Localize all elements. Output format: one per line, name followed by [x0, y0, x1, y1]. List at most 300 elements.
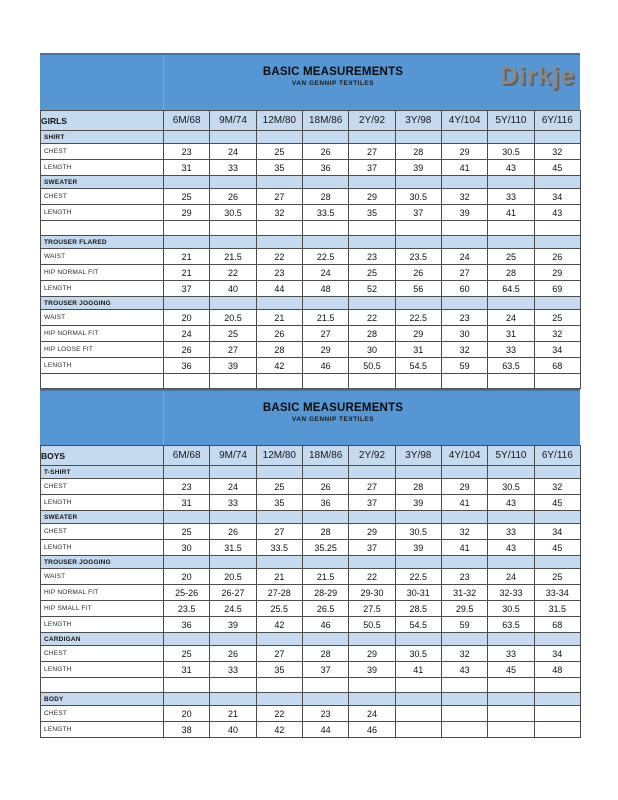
measurement-value: 29	[349, 524, 395, 540]
measurement-value: 38	[164, 722, 210, 738]
measurement-value	[395, 722, 441, 738]
measurement-value: 33	[210, 160, 256, 176]
measurement-value: 27-28	[256, 585, 302, 601]
measurement-value: 32	[534, 326, 580, 342]
measurement-value: 29	[164, 205, 210, 221]
measurement-value: 37	[164, 281, 210, 297]
measurement-value: 33	[210, 495, 256, 511]
size-label: 18M/86	[302, 111, 348, 131]
measurement-value: 23	[441, 310, 487, 326]
spacer-cell	[441, 374, 487, 389]
measurement-value: 23.5	[395, 249, 441, 265]
spacer-cell	[41, 221, 164, 236]
measurement-value: 23.5	[164, 601, 210, 617]
measurement-value: 25	[256, 144, 302, 160]
measurement-value: 30-31	[395, 585, 441, 601]
section-blank-cell	[210, 556, 256, 569]
measurement-value: 30.5	[210, 205, 256, 221]
section-blank-cell	[349, 693, 395, 706]
measurement-value: 27	[256, 189, 302, 205]
size-label: 2Y/92	[349, 446, 395, 466]
measurement-row	[41, 569, 581, 585]
measurement-value: 32	[534, 479, 580, 495]
section-blank-cell	[256, 556, 302, 569]
section-blank-cell	[395, 131, 441, 144]
measurement-row	[41, 617, 581, 633]
measurement-value: 22	[349, 569, 395, 585]
measurement-value: 25	[488, 249, 534, 265]
measurement-label: LENGTH	[41, 495, 164, 511]
section-blank-cell	[488, 236, 534, 249]
section-blank-cell	[441, 176, 487, 189]
measurement-value: 43	[488, 495, 534, 511]
measurement-value: 31-32	[441, 585, 487, 601]
section-blank-cell	[534, 176, 580, 189]
measurement-value: 27	[302, 326, 348, 342]
size-label: 3Y/98	[395, 111, 441, 131]
measurement-value: 43	[488, 540, 534, 556]
measurement-value: 27	[256, 646, 302, 662]
band-title-group	[63, 402, 603, 423]
section-blank-cell	[210, 131, 256, 144]
measurement-label: LENGTH	[41, 662, 164, 678]
measurement-value: 42	[256, 358, 302, 374]
measurement-value: 32	[441, 524, 487, 540]
van-gennip-subtitle: VAN GENNIP TEXTILES	[291, 416, 375, 423]
measurement-value: 59	[441, 617, 487, 633]
measurement-value: 43	[534, 205, 580, 221]
measurement-value: 25.5	[256, 601, 302, 617]
size-label: 6Y/116	[534, 111, 580, 131]
measurement-row	[41, 205, 581, 221]
section-blank-cell	[210, 693, 256, 706]
measurement-label: CHEST	[41, 144, 164, 160]
measurement-value: 63.5	[488, 617, 534, 633]
measurement-value: 22.5	[395, 569, 441, 585]
measurement-value: 44	[256, 281, 302, 297]
spacer-cell	[210, 374, 256, 389]
section-blank-cell	[534, 466, 580, 479]
section-blank-cell	[256, 466, 302, 479]
section-label: SWEATER	[41, 511, 164, 524]
section-row	[41, 236, 581, 249]
measurement-value: 33	[488, 342, 534, 358]
measurement-value: 27	[441, 265, 487, 281]
measurement-row	[41, 646, 581, 662]
measurement-value: 22	[256, 706, 302, 722]
measurement-value: 41	[395, 662, 441, 678]
measurement-row	[41, 189, 581, 205]
section-blank-cell	[534, 236, 580, 249]
section-row	[41, 176, 581, 189]
measurement-row	[41, 495, 581, 511]
measurement-value: 28.5	[395, 601, 441, 617]
boys-block	[40, 389, 580, 738]
section-blank-cell	[534, 131, 580, 144]
measurement-label: HIP SMALL FIT	[41, 601, 164, 617]
section-row	[41, 466, 581, 479]
size-label: 6M/68	[164, 446, 210, 466]
section-blank-cell	[395, 466, 441, 479]
measurement-value: 68	[534, 358, 580, 374]
measurement-row	[41, 326, 581, 342]
measurement-value: 26	[534, 249, 580, 265]
measurement-value: 45	[534, 540, 580, 556]
section-blank-cell	[488, 176, 534, 189]
size-label: 6Y/116	[534, 446, 580, 466]
measurement-value: 25	[256, 479, 302, 495]
section-blank-cell	[441, 633, 487, 646]
measurement-value: 32	[441, 189, 487, 205]
section-blank-cell	[488, 131, 534, 144]
spacer-cell	[441, 678, 487, 693]
measurement-value: 40	[210, 722, 256, 738]
measurement-value: 28	[302, 646, 348, 662]
section-blank-cell	[256, 511, 302, 524]
measurement-value: 34	[534, 342, 580, 358]
measurement-value: 26	[210, 524, 256, 540]
spacer-row	[41, 678, 581, 693]
measurement-value: 23	[302, 706, 348, 722]
spacer-cell	[441, 221, 487, 236]
measurement-value: 46	[302, 358, 348, 374]
measurement-value: 31	[395, 342, 441, 358]
size-label: 5Y/110	[488, 111, 534, 131]
section-blank-cell	[164, 297, 210, 310]
measurement-value: 60	[441, 281, 487, 297]
measurement-value: 20.5	[210, 310, 256, 326]
section-blank-cell	[256, 236, 302, 249]
section-blank-cell	[256, 131, 302, 144]
measurement-value: 22	[349, 310, 395, 326]
measurement-value: 26	[210, 646, 256, 662]
section-blank-cell	[395, 556, 441, 569]
measurement-label: LENGTH	[41, 358, 164, 374]
section-blank-cell	[210, 176, 256, 189]
measurement-value: 24	[164, 326, 210, 342]
measurement-row	[41, 310, 581, 326]
measurement-row	[41, 281, 581, 297]
section-blank-cell	[395, 236, 441, 249]
section-blank-cell	[164, 176, 210, 189]
measurement-value: 29-30	[349, 585, 395, 601]
measurement-value: 28	[349, 326, 395, 342]
section-blank-cell	[256, 633, 302, 646]
measurement-value: 31	[164, 160, 210, 176]
section-blank-cell	[164, 131, 210, 144]
section-blank-cell	[164, 511, 210, 524]
section-blank-cell	[349, 511, 395, 524]
measurement-row	[41, 160, 581, 176]
measurement-value	[534, 722, 580, 738]
size-label: 4Y/104	[441, 446, 487, 466]
measurement-value: 23	[349, 249, 395, 265]
section-blank-cell	[210, 236, 256, 249]
size-label: 6M/68	[164, 111, 210, 131]
section-blank-cell	[395, 633, 441, 646]
measurement-value: 34	[534, 646, 580, 662]
measurement-label: CHEST	[41, 189, 164, 205]
measurement-value: 25-26	[164, 585, 210, 601]
size-header-row	[41, 111, 581, 131]
section-blank-cell	[488, 633, 534, 646]
measurement-value: 37	[349, 495, 395, 511]
section-label: TROUSER JOGGING	[41, 556, 164, 569]
measurement-value: 29.5	[441, 601, 487, 617]
measurement-value: 30.5	[488, 601, 534, 617]
measurement-row	[41, 265, 581, 281]
measurement-value: 54.5	[395, 617, 441, 633]
measurement-value: 25	[164, 524, 210, 540]
size-label: 9M/74	[210, 111, 256, 131]
measurement-row	[41, 601, 581, 617]
measurement-value: 32	[256, 205, 302, 221]
measurement-label: WAIST	[41, 249, 164, 265]
section-blank-cell	[210, 297, 256, 310]
spacer-cell	[534, 374, 580, 389]
measurement-value: 45	[534, 160, 580, 176]
measurement-label: CHEST	[41, 706, 164, 722]
measurement-value: 39	[395, 495, 441, 511]
size-header-row	[41, 446, 581, 466]
section-row	[41, 511, 581, 524]
measurement-row	[41, 249, 581, 265]
spacer-row	[41, 221, 581, 236]
spacer-cell	[534, 221, 580, 236]
boys-size-table	[40, 445, 581, 738]
measurement-label: LENGTH	[41, 205, 164, 221]
measurement-value: 26	[302, 144, 348, 160]
measurement-value: 35	[256, 495, 302, 511]
measurement-value: 26	[302, 479, 348, 495]
section-blank-cell	[349, 556, 395, 569]
section-label: TROUSER FLARED	[41, 236, 164, 249]
spacer-cell	[164, 678, 210, 693]
section-blank-cell	[534, 556, 580, 569]
measurement-value: 48	[302, 281, 348, 297]
measurement-row	[41, 662, 581, 678]
measurement-value: 29	[302, 342, 348, 358]
measurement-value: 33	[488, 524, 534, 540]
section-label: SHIRT	[41, 131, 164, 144]
measurement-value: 37	[302, 662, 348, 678]
measurement-value: 39	[210, 617, 256, 633]
section-blank-cell	[210, 466, 256, 479]
measurement-value: 30.5	[395, 189, 441, 205]
measurement-value: 68	[534, 617, 580, 633]
measurement-value: 37	[395, 205, 441, 221]
section-blank-cell	[210, 633, 256, 646]
section-blank-cell	[302, 466, 348, 479]
measurement-label: WAIST	[41, 310, 164, 326]
measurement-row	[41, 524, 581, 540]
measurement-value: 21.5	[210, 249, 256, 265]
measurement-value: 23	[164, 144, 210, 160]
spacer-cell	[210, 678, 256, 693]
section-blank-cell	[395, 297, 441, 310]
spacer-cell	[488, 678, 534, 693]
measurement-value: 41	[441, 160, 487, 176]
size-label: 9M/74	[210, 446, 256, 466]
measurement-value: 30.5	[395, 646, 441, 662]
group-label: BOYS	[41, 446, 164, 466]
spacer-cell	[302, 374, 348, 389]
spacer-cell	[256, 221, 302, 236]
measurement-value: 43	[488, 160, 534, 176]
measurement-row	[41, 540, 581, 556]
measurement-value: 27	[349, 144, 395, 160]
measurement-value: 39	[210, 358, 256, 374]
section-blank-cell	[488, 297, 534, 310]
section-blank-cell	[349, 297, 395, 310]
size-label: 18M/86	[302, 446, 348, 466]
section-blank-cell	[302, 556, 348, 569]
measurement-value: 21.5	[302, 310, 348, 326]
measurement-value: 20	[164, 706, 210, 722]
spacer-cell	[349, 374, 395, 389]
measurement-value: 41	[488, 205, 534, 221]
spacer-cell	[164, 374, 210, 389]
section-blank-cell	[441, 236, 487, 249]
measurement-value: 28	[256, 342, 302, 358]
measurement-value: 23	[256, 265, 302, 281]
measurement-value: 20.5	[210, 569, 256, 585]
measurement-value: 22.5	[395, 310, 441, 326]
measurement-value: 26	[210, 189, 256, 205]
measurement-value: 36	[302, 160, 348, 176]
measurement-value: 22	[256, 249, 302, 265]
measurement-value: 33	[210, 662, 256, 678]
measurement-value: 39	[349, 662, 395, 678]
section-label: TROUSER JOGGING	[41, 297, 164, 310]
spacer-cell	[256, 374, 302, 389]
section-blank-cell	[349, 131, 395, 144]
measurement-value: 32	[441, 646, 487, 662]
measurement-value: 25	[534, 569, 580, 585]
section-blank-cell	[534, 693, 580, 706]
spacer-cell	[164, 221, 210, 236]
measurement-value: 41	[441, 540, 487, 556]
spacer-cell	[395, 678, 441, 693]
section-blank-cell	[164, 236, 210, 249]
measurement-value	[441, 706, 487, 722]
section-row	[41, 693, 581, 706]
measurement-value: 33.5	[256, 540, 302, 556]
spacer-cell	[41, 374, 164, 389]
size-label: 12M/80	[256, 446, 302, 466]
measurement-value: 33-34	[534, 585, 580, 601]
spacer-row	[41, 374, 581, 389]
spacer-cell	[302, 678, 348, 693]
measurement-value: 24	[488, 569, 534, 585]
measurement-value: 28	[302, 524, 348, 540]
measurement-value: 56	[395, 281, 441, 297]
van-gennip-subtitle: VAN GENNIP TEXTILES	[291, 80, 375, 87]
measurement-value: 30	[441, 326, 487, 342]
measurement-label: HIP NORMAL FIT	[41, 585, 164, 601]
measurement-row	[41, 722, 581, 738]
measurement-row	[41, 479, 581, 495]
girls-block	[40, 53, 580, 389]
measurement-label: LENGTH	[41, 540, 164, 556]
measurement-value: 24	[349, 706, 395, 722]
group-label: GIRLS	[41, 111, 164, 131]
basic-measurements-title: BASIC MEASUREMENTS	[262, 402, 404, 414]
measurement-value: 21	[256, 569, 302, 585]
measurement-label: LENGTH	[41, 722, 164, 738]
section-blank-cell	[349, 236, 395, 249]
measurement-value: 22.5	[302, 249, 348, 265]
measurement-value: 50.5	[349, 358, 395, 374]
measurement-value: 24	[488, 310, 534, 326]
section-label: T-SHIRT	[41, 466, 164, 479]
measurement-label: LENGTH	[41, 160, 164, 176]
measurement-value: 54.5	[395, 358, 441, 374]
measurement-value: 28	[488, 265, 534, 281]
measurement-label: CHEST	[41, 524, 164, 540]
measurement-value: 20	[164, 569, 210, 585]
section-label: BODY	[41, 693, 164, 706]
measurement-value: 41	[441, 495, 487, 511]
spacer-cell	[256, 678, 302, 693]
measurement-value: 45	[534, 495, 580, 511]
measurement-value: 27	[210, 342, 256, 358]
spacer-cell	[488, 374, 534, 389]
measurement-value: 24	[210, 144, 256, 160]
measurement-value: 42	[256, 722, 302, 738]
spacer-cell	[210, 221, 256, 236]
basic-measurements-title: BASIC MEASUREMENTS	[262, 66, 404, 78]
measurement-value: 69	[534, 281, 580, 297]
section-blank-cell	[395, 176, 441, 189]
section-blank-cell	[302, 633, 348, 646]
measurement-value: 24	[302, 265, 348, 281]
section-blank-cell	[302, 511, 348, 524]
measurement-value	[395, 706, 441, 722]
measurement-value: 25	[210, 326, 256, 342]
measurement-value: 35.25	[302, 540, 348, 556]
measurement-value: 21.5	[302, 569, 348, 585]
section-blank-cell	[441, 511, 487, 524]
measurement-value: 31.5	[210, 540, 256, 556]
section-blank-cell	[302, 131, 348, 144]
measurement-label: HIP NORMAL FIT	[41, 265, 164, 281]
section-blank-cell	[441, 693, 487, 706]
measurement-value: 37	[349, 540, 395, 556]
spacer-cell	[41, 678, 164, 693]
section-blank-cell	[164, 556, 210, 569]
measurement-value	[534, 706, 580, 722]
spacer-cell	[488, 221, 534, 236]
section-blank-cell	[256, 176, 302, 189]
size-label: 4Y/104	[441, 111, 487, 131]
measurement-row	[41, 706, 581, 722]
section-blank-cell	[534, 633, 580, 646]
measurement-value: 28-29	[302, 585, 348, 601]
section-blank-cell	[256, 693, 302, 706]
section-label: CARDIGAN	[41, 633, 164, 646]
measurement-value: 27.5	[349, 601, 395, 617]
measurement-value: 25	[349, 265, 395, 281]
section-blank-cell	[302, 236, 348, 249]
measurement-value: 29	[441, 144, 487, 160]
measurement-value: 29	[395, 326, 441, 342]
sheet-content	[40, 53, 580, 738]
measurement-value: 28	[395, 479, 441, 495]
section-blank-cell	[534, 297, 580, 310]
measurement-value: 21	[164, 265, 210, 281]
measurement-value	[488, 722, 534, 738]
